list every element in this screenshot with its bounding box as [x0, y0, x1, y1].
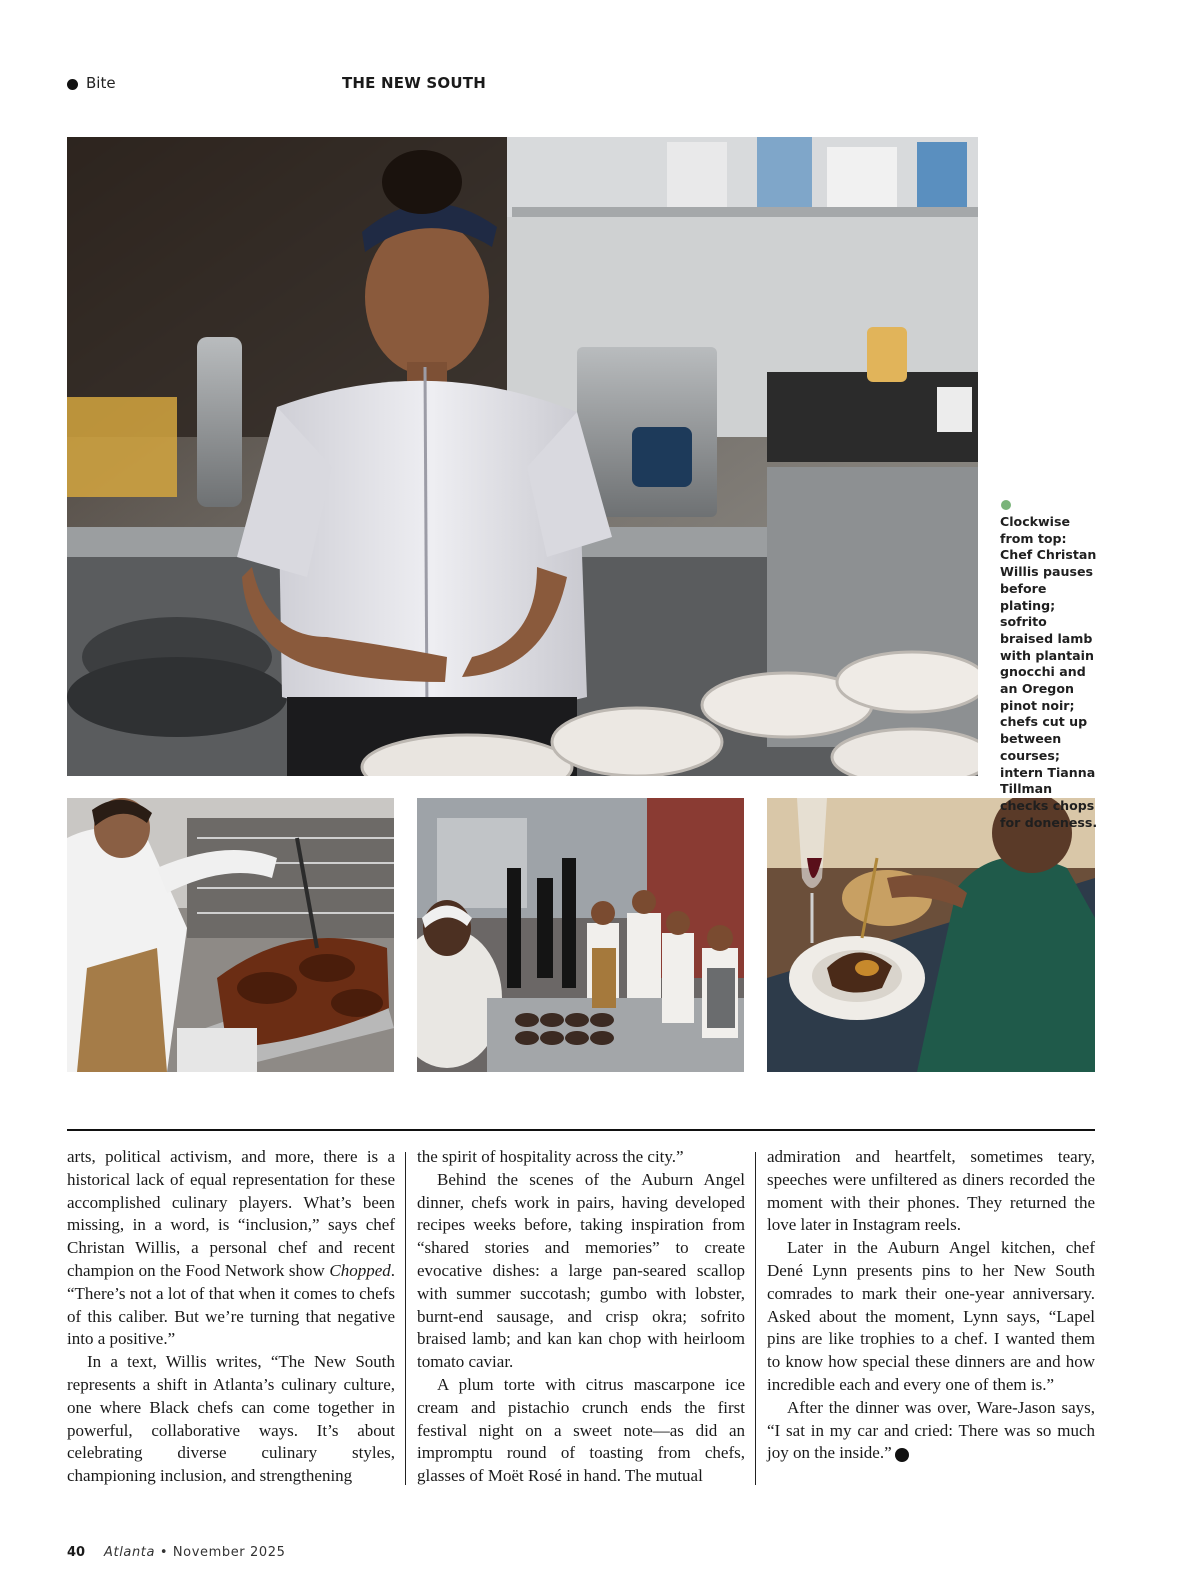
folio-publication	[104, 1545, 285, 1560]
series-title: THE NEW SOUTH	[342, 74, 486, 92]
end-mark-icon: A	[895, 1448, 909, 1462]
body-column-3	[767, 1146, 1095, 1465]
col1-p1-text-a: arts, political activism, and more, there is a historical lack of equal representation for these accomplished culinary players. What’s been missing, in a word, is “inclusion,” says chef Christan Willis, a personal chef and recent champion on the Food Network show	[67, 1147, 395, 1280]
photo-intern-checking-chops	[67, 798, 394, 1072]
folio-separator: •	[159, 1545, 169, 1560]
column-rule-1	[405, 1152, 406, 1485]
photo-chefs-in-kitchen	[417, 798, 744, 1072]
col2-paragraph-3: A plum torte with citrus mascarpone ice cream and pistachio crunch ends the first festival night on a sweet note—as did an impromptu round of toasting from chefs, glasses of Moët Rosé in hand. The mutual	[417, 1374, 745, 1486]
hero-photo-chef-plating	[67, 137, 978, 776]
publication-name: Atlanta	[104, 1545, 156, 1560]
col1-p1-text-b: . “There’s not a lot of that when it comes to chefs of this caliber. But we’re turning that negative into a positive.”	[67, 1260, 395, 1349]
issue-date: November 2025	[172, 1545, 286, 1560]
col3-p3-text: After the dinner was over, Ware-Jason says, “I sat in my car and cried: There was so much joy on the inside.”	[767, 1397, 1095, 1463]
photo-plated-lamb-dish	[767, 798, 1095, 1072]
col3-paragraph-3	[767, 1397, 1095, 1465]
col2-paragraph-2: Behind the scenes of the Auburn Angel dinner, chefs work in pairs, having developed recipes weeks before, taking inspiration from “shared stories and memories” to create evocative dishes: a large pan-seared scallop with summer succotash; gumbo with lobster, burnt-end sausage, and crisp okra; sofrito braised lamb; and kan kan chop with heirloom tomato caviar.	[417, 1169, 745, 1372]
body-column-1	[67, 1146, 395, 1488]
column-rule-2	[755, 1152, 756, 1485]
section-bullet-icon	[67, 79, 78, 90]
col1-paragraph-1	[67, 1146, 395, 1351]
photo-caption: Clockwise from top: Chef Christan Willis pauses before plating; sofrito braised lamb with plantain gnocchi and an Oregon pinot noir; chefs cut up between courses; intern Tianna Tillman checks chops for doneness.	[1000, 514, 1098, 830]
body-column-2	[417, 1146, 745, 1488]
col3-paragraph-1: admiration and heartfelt, sometimes teary, speeches were unfiltered as diners recorded the moment with their phones. They returned the love later in Instagram reels.	[767, 1147, 1095, 1235]
caption-bullet-icon	[1001, 500, 1011, 510]
page-number: 40	[67, 1545, 86, 1560]
col2-paragraph-1: the spirit of hospitality across the city.”	[417, 1147, 684, 1166]
show-title: Chopped	[329, 1260, 391, 1280]
col1-paragraph-2: In a text, Willis writes, “The New South represents a shift in Atlanta’s culinary culture, one where Black chefs can come together in powerful, collaborative ways. It’s about celebrating diverse culinary styles, championing inclusion, and strengthening	[67, 1352, 395, 1486]
section-label: Bite	[86, 74, 116, 92]
article-divider	[67, 1129, 1095, 1131]
col3-paragraph-2: Later in the Auburn Angel kitchen, chef Dené Lynn presents pins to her New South comrades to mark their one-year anniversary. Asked about the moment, Lynn says, “Lapel pins are like trophies to a chef. I wanted them to know how special these dinners are and how incredible each and every one of them is.”	[767, 1238, 1095, 1394]
